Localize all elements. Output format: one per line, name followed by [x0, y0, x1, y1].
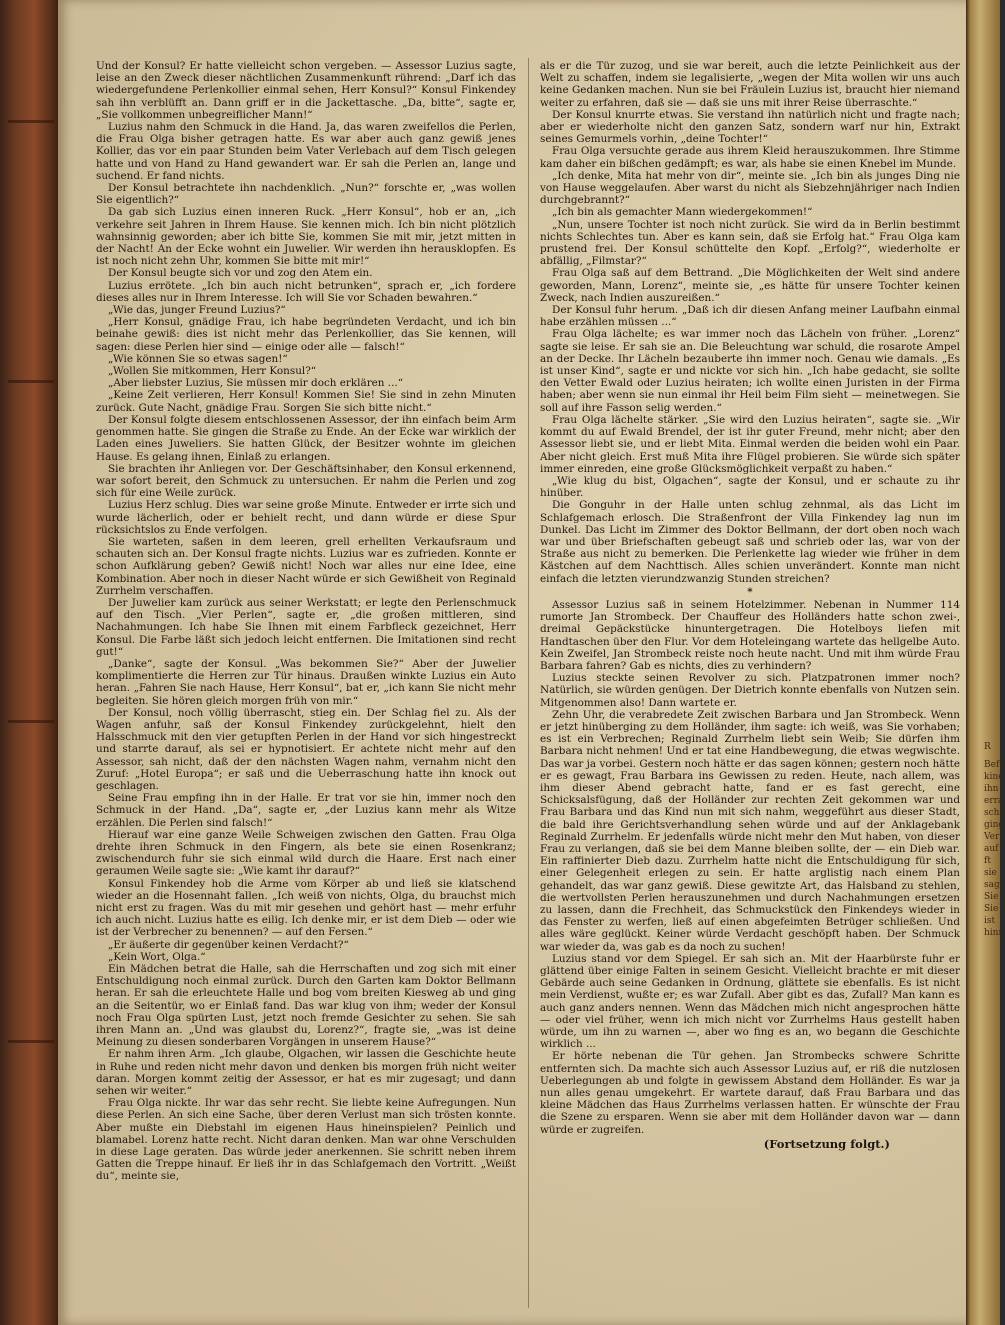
paragraph: „Herr Konsul, gnädige Frau, ich habe begründeten Verdacht, und ich bin beinahe gewiß: dies ist nicht mehr das Perlenkollier, das Sie kennen, will sagen: diese Perlen hier sind — einige oder alle — falsch!“ [96, 316, 516, 353]
paragraph: Der Konsul fuhr herum. „Daß ich dir diesen Anfang meiner Laufbahn einmal habe erzählen müssen ...“ [540, 304, 960, 329]
paragraph: „Kein Wort, Olga.“ [108, 950, 206, 963]
book-binding [0, 0, 62, 1325]
paragraph: Der Konsul beugte sich vor und zog den Atem ein. [108, 267, 373, 280]
edge-fragment: sagt [984, 880, 1004, 890]
paragraph: Frau Olga lächelte; es war immer noch das Lächeln von früher. „Lorenz“ sagte sie leise. Er sah sie an. Die Beleuchtung war schuld, die rosarote Ampel an der Decke. Ihr Lächeln bezauberte ihn immer noch. Genau wie damals. „Es ist unser Kind“, sagte er und nickte vor sich hin. „Ich habe gedacht, sie sollte den Vetter Ewald oder Luzius heiraten; ich wollte einen Juristen in der Firma haben; aber wenn sie nun einmal ihr Heil beim Film sieht — meinetwegen. Sie soll auf ihre Fasson selig werden.“ [540, 328, 960, 414]
paragraph: „Ich bin als gemachter Mann wiedergekommen!“ [552, 206, 813, 219]
paragraph: Sie brachten ihr Anliegen vor. Der Geschäftsinhaber, den Konsul erkennend, war sofort bereit, den Schmuck zu untersuchen. Er nahm die Perlen und zog sich für eine Weile zurück. [96, 462, 516, 500]
right-column [540, 60, 960, 1150]
paragraph: Ein Mädchen betrat die Halle, sah die Herrschaften und zog sich mit einer Entschuldigung noch einmal zurück. Durch den Garten kam Doktor Bellmann heran. Er sah die erleuchtete Halle und bog vom breiten Kiesweg ab und ging an die Seitentür, wo er Einlaß fand. Das war klug von ihm; weder der Konsul noch Frau Olga spürten Lust, jetzt noch fremde Gesichter zu sehen. Sie sah ihren Mann an. „Und was glaubst du, Lorenz?“, fragte sie, „was ist deine Meinung zu diesen sonderbaren Vorgängen in unserem Hause?“ [96, 963, 516, 1049]
paragraph: Assessor Luzius saß in seinem Hotelzimmer. Nebenan in Nummer 114 rumorte Jan Strombeck. Der Chauffeur des Holländers hatte schon zwei-, dreimal Gepäckstücke hinuntergetragen. Die Hotelboys liefen mit Handtaschen über den Flur. Vor dem Hoteleingang wartete das hellgelbe Auto. Kein Zweifel, Jan Strombeck reiste noch heute nacht. Und mit ihm würde Frau Barbara fahren? Gab es nichts, dies zu verhindern? [540, 598, 960, 672]
column-divider [528, 58, 529, 1308]
paragraph: Luzius Herz schlug. Dies war seine große Minute. Entweder er irrte sich und wurde lächerlich, oder er behielt recht, und dann würde er diese Spur rücksichtslos zu Ende verfolgen. [96, 499, 516, 536]
edge-fragment: Sie [984, 904, 999, 914]
paragraph: „Keine Zeit verlieren, Herr Konsul! Kommen Sie! Sie sind in zehn Minuten zurück. Gute Nacht, gnädige Frau. Sorgen Sie sich bitte nicht.“ [96, 389, 516, 414]
paragraph: „Ich denke, Mita hat mehr von dir“, meinte sie. „Ich bin als junges Ding nie von Hause weggelaufen. Aber warst du nicht als Siebzehnjähriger nach Indien durchgebrannt?“ [540, 169, 960, 207]
edge-fragment: Ver [984, 832, 1000, 842]
edge-fragment: auf [984, 844, 999, 854]
paragraph: Der Juwelier kam zurück aus seiner Werkstatt; er legte den Perlenschmuck auf den Tisch. „Vier Perlen“, sagte er, „die großen mittleren, sind Nachahmungen. Ich habe Sie Ihnen mit einem Farbfleck gezeichnet, Herr Konsul. Die Farbe läßt sich jedoch leicht entfernen. Die Imitationen sind recht gut!“ [96, 596, 516, 658]
edge-fragment: R [984, 742, 991, 752]
paragraph: Luzius nahm den Schmuck in die Hand. Ja, das waren zweifellos die Perlen, die Frau Olga bisher getragen hatte. Es war aber auch ganz gewiß jenes Kollier, das vor ein paar Stunden beim Vater Verlebach auf dem Tisch gelegen hatte und von Hand zu Hand gewandert war. Er sah die Perlen an, lange und suchend. Er fand nichts. [96, 121, 516, 182]
edge-fragment: Befu [984, 760, 1005, 770]
paragraph: Er hörte nebenan die Tür gehen. Jan Strombecks schwere Schritte entfernten sich. Da machte sich auch Assessor Luzius auf, er riß die nutzlosen Ueberlegungen ab und folgte in gewissem Abstand dem Holländer. Es war ja nun alles genau umgekehrt. Er wartete darauf, daß Frau Barbara und das kleine Mädchen das Haus Zurrhelms verlassen hatten. Er wünschte der Frau die Szene zu ersparen. Wenn sie aber mit dem Holländer davon war — dann würde er zugreifen. [540, 1050, 960, 1136]
paragraph: als er die Tür zuzog, und sie war bereit, auch die letzte Peinlichkeit aus der Welt zu schaffen, indem sie legalisierte, „wegen der Mita wollen wir uns auch keine Gedanken machen. Nun sie bei Fräulein Luzius ist, braucht hier niemand weiter zu erfahren, daß sie — daß sie uns mit ihrer Reise überraschte.“ [540, 60, 960, 109]
paragraph: Luzius stand vor dem Spiegel. Er sah sich an. Mit der Haarbürste fuhr er glättend über einige Falten in seinem Gesicht. Vielleicht brachte er mit dieser Gebärde auch seine Gedanken in Ordnung, glättete sie ebenfalls. Es ist nicht mein Verdienst, wußte er; es war Zufall. Aber gibt es das, Zufall? Man kann es auch ganz anders nennen. Wenn das Mädchen mich nicht angesprochen hätte — oder viel früher, wenn ich mich nicht vor Zurrhelms Haus gestellt haben würde, um ihn zu warnen —, aber wo fing es an, wo begann die Geschichte wirklich ... [540, 952, 960, 1051]
paragraph: „Nun, unsere Tochter ist noch nicht zurück. Sie wird da in Berlin bestimmt nichts Schlechtes tun. Aber es kann sein, daß sie Erfolg hat.“ Frau Olga kam prustend frei. Der Konsul schüttelte den Kopf. „Erfolg?“, wiederholte er abfällig, „Filmstar?“ [540, 218, 960, 268]
paragraph: Und der Konsul? Er hatte vielleicht schon vergeben. — Assessor Luzius sagte, leise an den Zweck dieser nächtlichen Zusammenkunft rührend: „Darf ich das wiedergefundene Perlenkollier einmal sehen, Herr Konsul?“ Konsul Finkendey sah ihn verblüfft an. Dann griff er in die Jackettasche. „Da, bitte“, sagte er, „Sie vollkommen unbegreiflicher Mann!“ [96, 60, 516, 121]
paragraph: Frau Olga nickte. Ihr war das sehr recht. Sie liebte keine Aufregungen. Nun diese Perlen. An sich eine Sache, über deren Verlust man sich trösten konnte. Aber mußte ein Diebstahl im eigenen Haus hineinspielen? Peinlich und blamabel. Lorenz hatte recht. Nicht daran denken. Man war ohne Verschulden in diese Lage geraten. Das würde jeder anerkennen. Sie schritt neben ihrem Gatten die Treppe hinauf. Er ließ ihr in das Schlafgemach den Vortritt. „Weißt du“, meinte sie, [96, 1097, 516, 1183]
edge-fragment: hinr [984, 928, 1003, 938]
paragraph: Frau Olga lächelte stärker. „Sie wird den Luzius heiraten“, sagte sie. „Wir kommt du auf Ewald Brendel, der ist ihr guter Freund, mehr nicht; aber den Assessor liebt sie, und er liebt Mita. Einmal werden die beiden wohl ein Paar. Aber nicht gleich. Erst muß Mita ihre Flügel probieren. Sie würde sich später immer einreden, eine große Glücksmöglichkeit verpaßt zu haben.“ [540, 413, 960, 475]
paragraph: „Wollen Sie mitkommen, Herr Konsul?“ [108, 365, 317, 378]
edge-fragment: ihn [984, 784, 999, 794]
paragraph: Luzius errötete. „Ich bin auch nicht betrunken“, sprach er, „ich fordere dieses alles nur in Ihrem Interesse. Ich will Sie vor Schaden bewahren.“ [96, 279, 516, 304]
paragraph: „Wie das, junger Freund Luzius?“ [108, 304, 286, 317]
paragraph: Der Konsul, noch völlig überrascht, stieg ein. Der Schlag fiel zu. Als der Wagen anfuhr, saß der Konsul Finkendey zurückgelehnt, hielt den Halsschmuck mit den vier getupften Perlen in der Hand vor sich hingestreckt und starrte darauf, als sei er hypnotisiert. Er achtete nicht mehr auf den Assessor, sah nicht, daß der den nächsten Wagen nahm, vernahm nicht den Zuruf: „Hotel Europa“; er saß und die Ueberraschung hatte ihn knock out geschlagen. [96, 706, 516, 792]
continuation-note: (Fortsetzung folgt.) [763, 1136, 890, 1151]
paragraph: Die Gonguhr in der Halle unten schlug zehnmal, als das Licht im Schlafgemach erlosch. Die Straßenfront der Villa Finkendey lag nun im Dunkel. Das Licht im Zimmer des Doktor Bellmann, der dort oben noch wach war und über Briefschaften gebeugt saß und schrieb oder las, war von der Straße aus nicht zu bemerken. Die Perlenkette lag wieder wie früher in dem Kästchen auf dem Nachttisch. Alles schien unverändert. Konnte man nicht einfach die letzten vierundzwanzig Stunden streichen? [540, 499, 960, 585]
edge-fragment: schn [984, 808, 1005, 818]
paragraph: Seine Frau empfing ihn in der Halle. Er trat vor sie hin, immer noch den Schmuck in der Hand. „Da“, sagte er, „der Luzius kann mehr als Witze erzählen. Die Perlen sind falsch!“ [96, 792, 516, 829]
next-page-edge [966, 0, 1005, 1325]
paragraph: „Er äußerte dir gegenüber keinen Verdacht?“ [108, 938, 349, 951]
paragraph: „Aber liebster Luzius, Sie müssen mir doch erklären ...“ [108, 377, 404, 390]
edge-fragment: erra [984, 796, 1004, 806]
paragraph: Der Konsul knurrte etwas. Sie verstand ihn natürlich nicht und fragte nach; aber er wiederholte nicht den ganzen Satz, sondern warf nur hin, Extrakt seines Gemurmels vorhin, „deine Tochter!“ [540, 108, 960, 146]
edge-fragment: Sie [984, 892, 999, 902]
paragraph: Frau Olga versuchte gerade aus ihrem Kleid herauszukommen. Ihre Stimme kam daher ein bißchen gedämpft; es war, als habe sie einen Knebel im Munde. [540, 145, 960, 170]
paragraph: Er nahm ihren Arm. „Ich glaube, Olgachen, wir lassen die Geschichte heute in Ruhe und reden nicht mehr davon und denken bis morgen früh nicht weiter daran. Morgen kommt zeitig der Assessor, er hat es mir zugesagt; und dann sehen wir weiter.“ [96, 1048, 516, 1098]
left-column [96, 60, 516, 1183]
edge-fragment: ging [984, 820, 1005, 830]
paragraph: „Wie können Sie so etwas sagen!“ [108, 352, 288, 365]
paragraph: „Danke“, sagte der Konsul. „Was bekommen Sie?“ Aber der Juwelier komplimentierte die Herren zur Tür hinaus. Draußen winkte Luzius ein Auto heran. „Fahren Sie nach Hause, Herr Konsul“, bat er, „ich kann Sie nicht mehr begleiten. Sie hören gleich morgen früh von mir.“ [96, 657, 516, 707]
paragraph: Zehn Uhr, die verabredete Zeit zwischen Barbara und Jan Strombeck. Wenn er jetzt hinüberging zu dem Holländer, ihm sagte: ich weiß, was Sie vorhaben; es ist ein Verbrechen; Reginald Zurrhelm liebt sein Weib; Sie dürfen ihm Barbara nicht nehmen! Und er tat eine Handbewegung, die etwas wegwischte. Das war ja vorbei. Gestern noch hätte er das sagen können; gestern noch hätte er es gewagt, Frau Barbara ins Gewissen zu reden. Heute, nach allem, was ihm dieser Abend gebracht hatte, fand er es fast gerecht, eine Schicksalsfügung, daß der Holländer zur rechten Zeit gekommen war und Frau Barbara und das Kind nun mit sich nahm, weggeführt aus dieser Stadt, die bald ihre Gerichtsverhandlung sehen würde und auf der Anklagebank Reginald Zurrhelm. Er jedenfalls würde nicht mehr den Mut haben, von dieser Frau zu verlangen, daß sie bei dem Manne bleiben sollte, der — ein Dieb war. Ein raffinierter Dieb dazu. Zurrhelm hatte nicht die Entschuldigung für sich, einer Gelegenheit erlegen zu sein. Er hatte arglistig nach einem Plan gehandelt, das war ganz gewiß. Diese gewitzte Art, das Halsband zu stehlen, die wertvollsten Perlen herauszunehmen und durch Nachahmungen ersetzen zu lassen, dann die Frechheit, das Schmuckstück den Finkendeys wieder in das Fenster zu werfen, ließ auf einen abgefeimten Betrüger schließen. Und alles wäre geglückt. Keiner würde Verdacht geschöpft haben. Der Schmuck war wieder da, was gab es da noch zu suchen! [540, 708, 960, 953]
paragraph: Luzius steckte seinen Revolver zu sich. Platzpatronen immer noch? Natürlich, sie würden genügen. Der Dietrich konnte ebenfalls von Nutzen sein. Mitgenommen also! Dann wartete er. [540, 672, 960, 709]
paragraph: Der Konsul folgte diesem entschlossenen Assessor, der ihn einfach beim Arm genommen hatte. Sie gingen die Straße zu Ende. An der Ecke war wirklich der Laden eines Juweliers. Sie hatten Glück, der Besitzer wohnte im gleichen Hause. Es gelang ihnen, Einlaß zu erlangen. [96, 413, 516, 463]
paragraph: Sie warteten, saßen in dem leeren, grell erhellten Verkaufsraum und schauten sich an. Der Konsul fragte nichts. Luzius war es zufrieden. Konnte er schon Aufklärung geben? Gewiß nicht! Noch war alles nur eine Idee, eine Kombination. Aber noch in dieser Nacht würde er sich Gewißheit von Reginald Zurrhelm verschaffen. [96, 535, 516, 597]
paragraph: „Wie klug du bist, Olgachen“, sagte der Konsul, und er schaute zu ihr hinüber. [540, 474, 960, 500]
edge-fragment: ft [984, 856, 991, 866]
paragraph: Konsul Finkendey hob die Arme vom Körper ab und ließ sie klatschend wieder an die Hosennaht fallen. „Ich weiß von nichts, Olga, du brauchst mich nicht erst zu fragen. Was du mit mir gesehen und gehört hast — mehr erfuhr ich auch nicht. Luzius hatte es eilig. Ich denke mir, er ist dem Dieb — oder wie ist der Verbrecher zu benennen? — auf den Fersen.“ [96, 877, 516, 939]
edge-fragment: kine [984, 772, 1004, 782]
section-separator: * [747, 585, 753, 598]
paragraph: Der Konsul betrachtete ihn nachdenklich. „Nun?“ forschte er, „was wollen Sie eigentlich?“ [96, 182, 516, 207]
edge-fragment: sie [984, 868, 997, 878]
paragraph: Frau Olga saß auf dem Bettrand. „Die Möglichkeiten der Welt sind andere geworden, Mann, Lorenz“, meinte sie, „es hätte für unsere Tochter keinen Zweck, nach Indien auszureißen.“ [540, 267, 960, 304]
edge-fragment: ist [984, 916, 996, 926]
paragraph: Da gab sich Luzius einen inneren Ruck. „Herr Konsul“, hob er an, „ich verkehre seit Jahren in Ihrem Hause. Sie kennen mich. Ich bin nicht plötzlich wahnsinnig geworden; aber ich bitte Sie, kommen Sie mit mir, jetzt mitten in der Nacht! An der Ecke wohnt ein Juwelier. Wir werden ihn herausklopfen. Es ist noch nicht zehn Uhr, kommen Sie bitte mit mir!“ [96, 206, 516, 268]
paragraph: Hierauf war eine ganze Weile Schweigen zwischen den Gatten. Frau Olga drehte ihren Schmuck in den Fingern, als bete sie einen Rosenkranz; zwischendurch fuhr sie sich einmal wild durch die Haare. Erst nach einer geraumen Weile sagte sie: „Wie kamt ihr darauf?“ [96, 828, 516, 878]
